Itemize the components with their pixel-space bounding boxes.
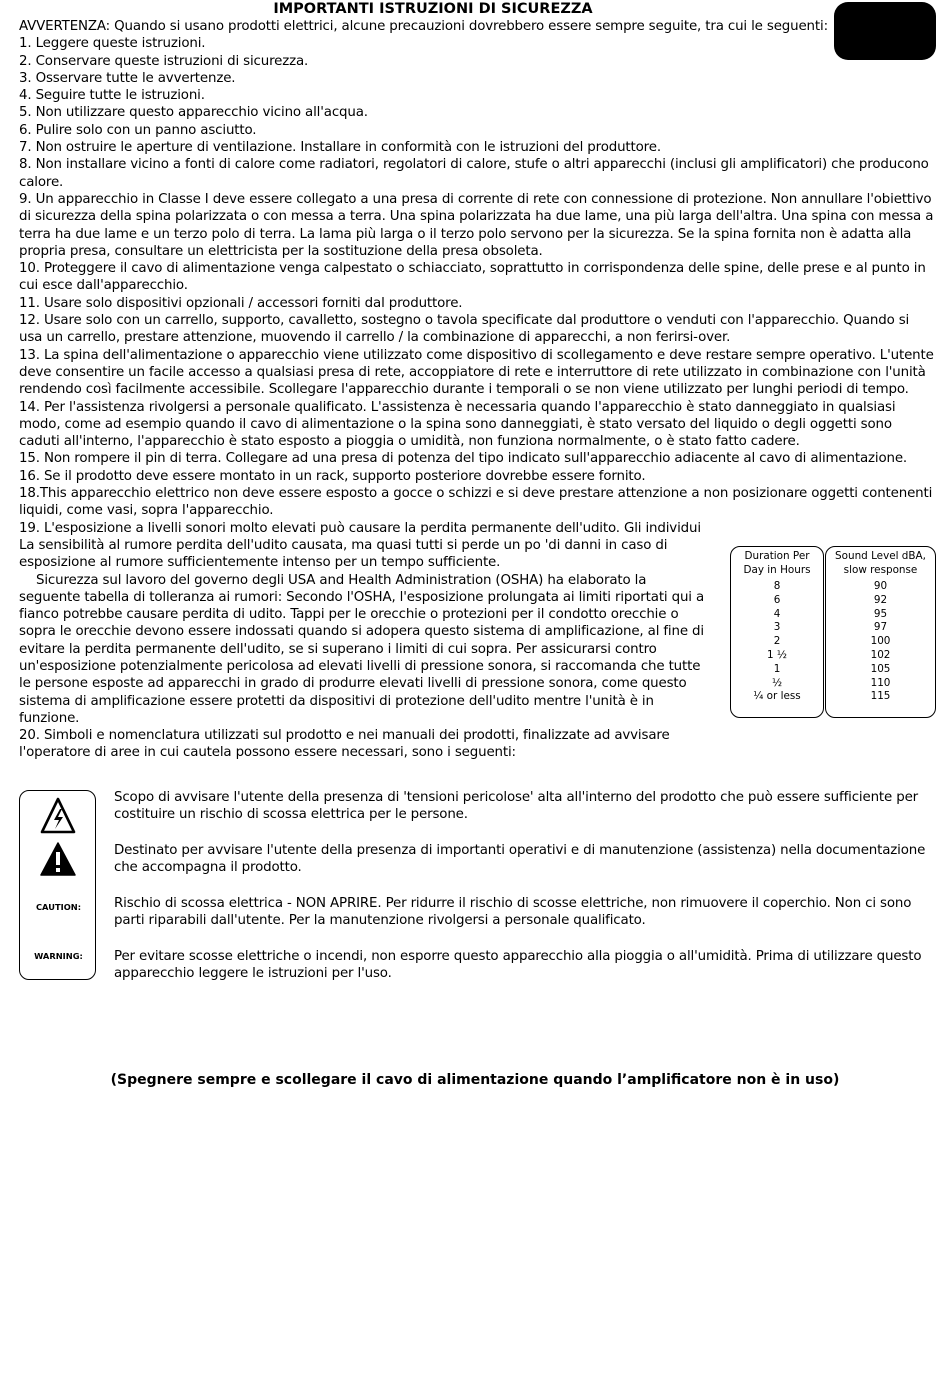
- list-item: 9. Un apparecchio in Classe I deve essere collegato a una presa di corrente di rete con connessione di protezione. Non annullare l'obiettivo di sicurezza della spina polarizzata o con messa a terra. Una spina polarizzata ha due lame, una più larga dell'altra. Una spina con messa a terra ha due lame e un terzo polo di terra. La lama più larga o il terzo polo servono per la sicurezza. Se la spina fornita non è adatta alla propria presa, consultare un elettricista per la sostituzione della presa obsoleta.: [19, 191, 934, 259]
- table-cell: 90: [873, 580, 888, 592]
- osha-paragraph: Sicurezza sul lavoro del governo degli USA and Health Administration (OSHA) ha elaborato la seguente tabella di tolleranza ai rumori: Secondo l'OSHA, l'esposizione prolungata ai limiti riportati qui a fianco potrebbe causare perdita di udito. Tappi per le orecchie o protezioni per il condotto orecchie o sopra le orecchie devono essere indossati quando si adopera questo sistema di amplificazione, al fine di evitare la perdita permanente dell'udito, se si superano i limiti di cui sopra. Per assicurarsi contro un'esposizione potenzialmente pericolosa ad elevati livelli di pressione sonora, si raccomanda che tutte le persone esposte ad apparecchi in grado di produrre elevati livelli di pressione sonora, come questo sistema di amplificazione essere protetti da dispositivi di protezione dell'udito mentre l'unità è in funzione.: [19, 572, 705, 726]
- list-item: 7. Non ostruire le aperture di ventilazione. Installare in conformità con le istruzioni del produttore.: [19, 140, 661, 156]
- page-title: IMPORTANTI ISTRUZIONI DI SICUREZZA: [273, 1, 593, 17]
- table-cell: 92: [873, 593, 888, 606]
- table-cell: 1: [773, 662, 781, 675]
- caution-label: CAUTION:: [35, 902, 82, 912]
- table-cell: 8: [773, 580, 781, 592]
- noise-table-duration-column: [730, 546, 824, 718]
- level-header: Sound Level dBA, slow response: [835, 550, 926, 576]
- list-item: 8. Non installare vicino a fonti di calore come radiatori, regolatori di calore, stufe o altri apparecchi (inclusi gli amplificatori) che producono calore.: [19, 157, 929, 190]
- symbol-description: Scopo di avvisare l'utente della presenza di 'tensioni pericolose' alta all'interno del prodotto che può essere sufficiente per costituire un rischio di scossa elettrica per le persone.: [114, 790, 919, 823]
- table-cell: 105: [870, 662, 891, 675]
- warning-intro: AVVERTENZA: Quando si usano prodotti elettrici, alcune precauzioni dovrebbero essere sempre seguite, tra cui le seguenti:: [19, 19, 828, 34]
- table-cell: ¼ or less: [753, 690, 801, 703]
- list-item: 6. Pulire solo con un panno asciutto.: [19, 122, 257, 138]
- list-item: 2. Conservare queste istruzioni di sicurezza.: [19, 53, 309, 69]
- list-item: 5. Non utilizzare questo apparecchio vicino all'acqua.: [19, 105, 368, 121]
- list-item: 16. Se il prodotto deve essere montato in un rack, supporto posteriore dovrebbe essere fornito.: [19, 468, 646, 484]
- lightning-triangle-icon: [39, 796, 77, 836]
- symbol-description: Rischio di scossa elettrica - NON APRIRE. Per ridurre il rischio di scosse elettriche, non rimuovere il coperchio. Non ci sono parti riparabili dall'utente. Per la manutenzione rivolgersi a personale qualificato.: [114, 896, 912, 929]
- list-item: 10. Proteggere il cavo di alimentazione venga calpestato o schiacciato, soprattutto in corrispondenza delle spine, delle prese e al punto in cui esce dall'apparecchio.: [19, 261, 926, 294]
- table-cell: ½: [771, 676, 783, 689]
- list-item: 15. Non rompere il pin di terra. Collegare ad una presa di potenza del tipo indicato sull'apparecchio adiacente al cavo di alimentazione.: [19, 451, 908, 467]
- list-item-20: 20. Simboli e nomenclatura utilizzati sul prodotto e nei manuali dei prodotti, finalizzate ad avvisare l'operatore di aree in cui cautela possono essere necessari, sono i seguenti:: [19, 728, 670, 761]
- list-item: 13. La spina dell'alimentazione o apparecchio viene utilizzato come dispositivo di scollegamento e deve restare sempre operativo. L'utente deve consentire un facile accesso a qualsiasi presa di rete, accoppiatore di rete e interruttore di rete utilizzato in combinazione con l'unità rendendo così facilmente accessibile. Scollegare l'apparecchio durante i temporali o se non viene utilizzato per lunghi periodi di tempo.: [19, 347, 934, 398]
- symbol-description: Destinato per avvisare l'utente della presenza di importanti operativi e di manutenzione (assistenza) nella documentazione che accompagna il prodotto.: [114, 843, 926, 876]
- duration-header: Duration Per Day in Hours: [743, 550, 811, 576]
- list-item: 11. Usare solo dispositivi opzionali / accessori forniti dal produttore.: [19, 295, 463, 311]
- list-item: 1. Leggere queste istruzioni.: [19, 36, 206, 52]
- symbol-description: Per evitare scosse elettriche o incendi, non esporre questo apparecchio alla pioggia o all'umidità. Prima di utilizzare questo apparecchio leggere le istruzioni per l'uso.: [114, 949, 922, 982]
- table-cell: 115: [870, 690, 891, 703]
- list-item-19: 19. L'esposizione a livelli sonori molto elevati può causare la perdita permanente dell'udito. Gli individui La sensibilità al rumore perdita dell'udito causata, ma quasi tutti si perde un po 'di danni in caso di esposizione al rumore sufficientemente intenso per un tempo sufficiente.: [19, 520, 701, 571]
- list-item: 3. Osservare tutte le avvertenze.: [19, 70, 236, 86]
- table-cell: 100: [870, 635, 891, 648]
- table-cell: 102: [870, 648, 891, 661]
- list-item: 14. Per l'assistenza rivolgersi a personale qualificato. L'assistenza è necessaria quando l'apparecchio è stato danneggiato in qualsiasi modo, come ad esempio quando il cavo di alimentazione o la spina sono danneggiati, è stato versato del liquido o degli oggetti sono caduti all'interno, l'apparecchio è stato esposto a pioggia o umidità, non funziona normalmente, o è stato fatto cadere.: [19, 399, 896, 450]
- table-cell: 6: [773, 593, 781, 606]
- symbols-box: [19, 790, 96, 980]
- table-cell: 97: [873, 621, 888, 634]
- table-cell: 1 ½: [767, 648, 787, 661]
- table-cell: 3: [773, 621, 781, 634]
- table-cell: 2: [773, 635, 781, 648]
- table-cell: 4: [773, 607, 781, 620]
- exclamation-triangle-icon: [39, 841, 77, 877]
- table-cell: 110: [870, 676, 891, 689]
- footer-note: (Spegnere sempre e scollegare il cavo di alimentazione quando l’amplificatore non è in uso): [110, 1072, 840, 1088]
- list-item: 4. Seguire tutte le istruzioni.: [19, 88, 205, 104]
- list-item: 18.This apparecchio elettrico non deve essere esposto a gocce o schizzi e si deve prestare attenzione a non posizionare oggetti contenenti liquidi, come vasi, sopra l'apparecchio.: [19, 486, 933, 519]
- warning-label: WARNING:: [34, 951, 83, 961]
- noise-table-level-column: [825, 546, 936, 718]
- table-cell: 95: [873, 607, 888, 620]
- list-item: 12. Usare solo con un carrello, supporto, cavalletto, sostegno o tavola specificate dal produttore o venduti con l'apparecchio. Quando si usa un carrello, prestare attenzione, muovendo il carrello / la combinazione di apparecchi, a non ferirsi-over.: [19, 313, 910, 346]
